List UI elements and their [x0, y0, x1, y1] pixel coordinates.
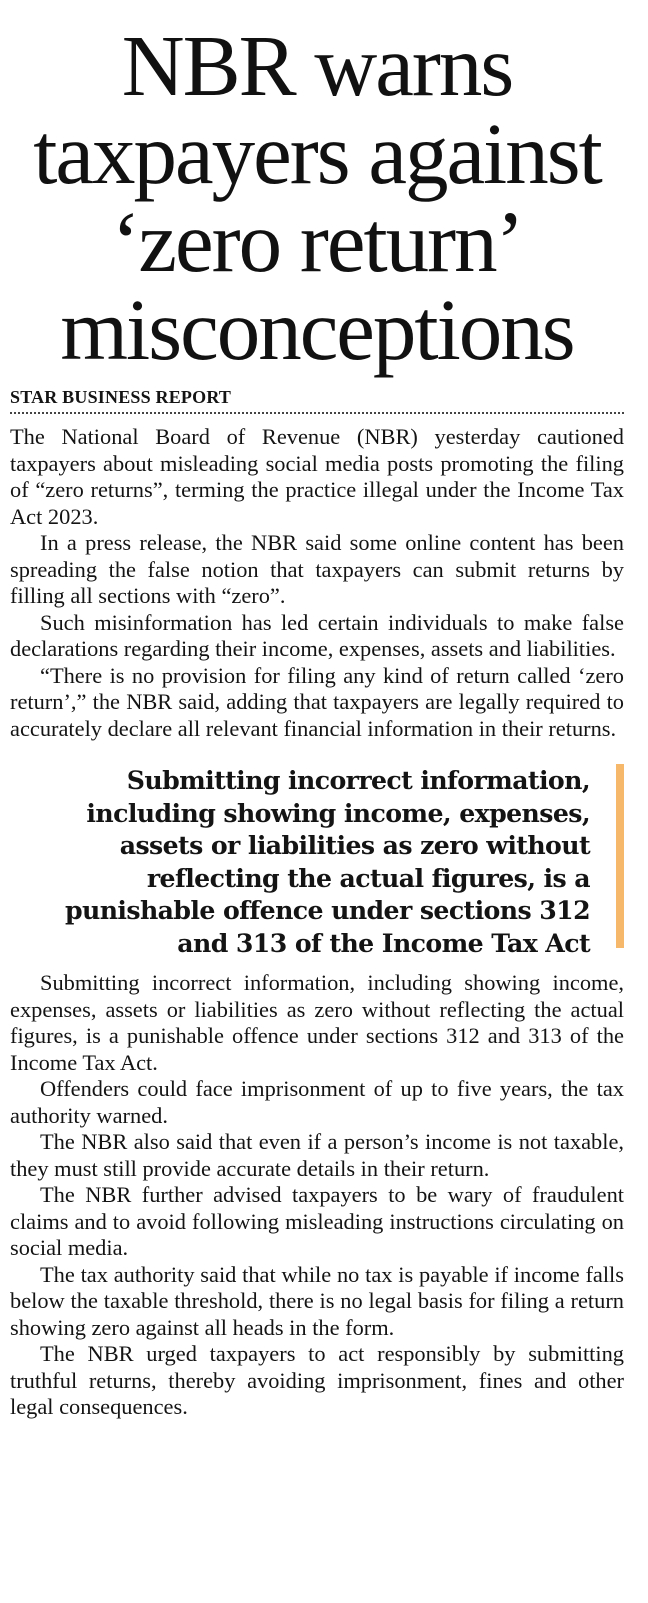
pull-quote-line-5: punishable offence under sections 312 — [64, 895, 590, 926]
paragraph-6: Offenders could face imprisonment of up to five years, the tax authority warned. — [10, 1076, 624, 1128]
paragraph-4: “There is no provision for filing any kind of return called ‘zero return’,” the NBR said, adding that taxpayers are legally required to accurately declare all relevant financial information in their returns. — [10, 662, 624, 741]
paragraph-8: The NBR further advised taxpayers to be wary of fraudulent claims and to avoid following misleading instructions circulating on social media. — [10, 1182, 624, 1260]
headline-line-4: misconceptions — [60, 281, 574, 378]
headline — [10, 17, 624, 378]
paragraph-7: The NBR also said that even if a person’s income is not taxable, they must still provide accurate details in their return. — [10, 1129, 624, 1181]
pull-quote-line-2: including showing income, expenses, — [86, 797, 590, 828]
paragraph-1: The National Board of Revenue (NBR) yesterday cautioned taxpayers about misleading social media posts promoting the filing of “zero returns”, terming the practice illegal under the Income Tax Act 2023. — [10, 424, 624, 529]
news-article — [10, 0, 624, 1421]
headline-line-1: NBR warns — [121, 17, 513, 114]
pull-quote-accent-bar — [616, 764, 624, 948]
article-body-bottom — [10, 970, 624, 1421]
paragraph-5: Submitting incorrect information, including showing income, expenses, assets or liabilities as zero without reflecting the actual figures, is a punishable offence under sections 312 and 313 of the Income Tax Act. — [10, 970, 624, 1075]
pull-quote-line-3: assets or liabilities as zero without — [119, 830, 590, 861]
pull-quote-line-4: reflecting the actual figures, is a — [146, 862, 590, 893]
paragraph-9: The tax authority said that while no tax is payable if income falls below the taxable threshold, there is no legal basis for filing a return showing zero against all heads in the form. — [10, 1261, 624, 1340]
pull-quote-line-1: Submitting incorrect information, — [126, 765, 590, 795]
article-body-top — [10, 424, 624, 742]
pull-quote-block — [10, 764, 624, 958]
paragraph-10: The NBR urged taxpayers to act responsibly by submitting truthful returns, thereby avoiding imprisonment, fines and other legal consequences. — [10, 1341, 624, 1419]
headline-line-3: ‘zero return’ — [111, 193, 523, 290]
byline: STAR BUSINESS REPORT — [10, 387, 232, 407]
pull-quote — [20, 764, 590, 960]
paragraph-3: Such misinformation has led certain individuals to make false declarations regarding their income, expenses, assets and liabilities. — [10, 609, 624, 661]
paragraph-2: In a press release, the NBR said some online content has been spreading the false notion that taxpayers can submit returns by filling all sections with “zero”. — [10, 530, 624, 608]
dotted-divider — [10, 412, 624, 414]
headline-line-2: taxpayers against — [33, 105, 601, 202]
pull-quote-line-6: and 313 of the Income Tax Act — [177, 927, 590, 958]
